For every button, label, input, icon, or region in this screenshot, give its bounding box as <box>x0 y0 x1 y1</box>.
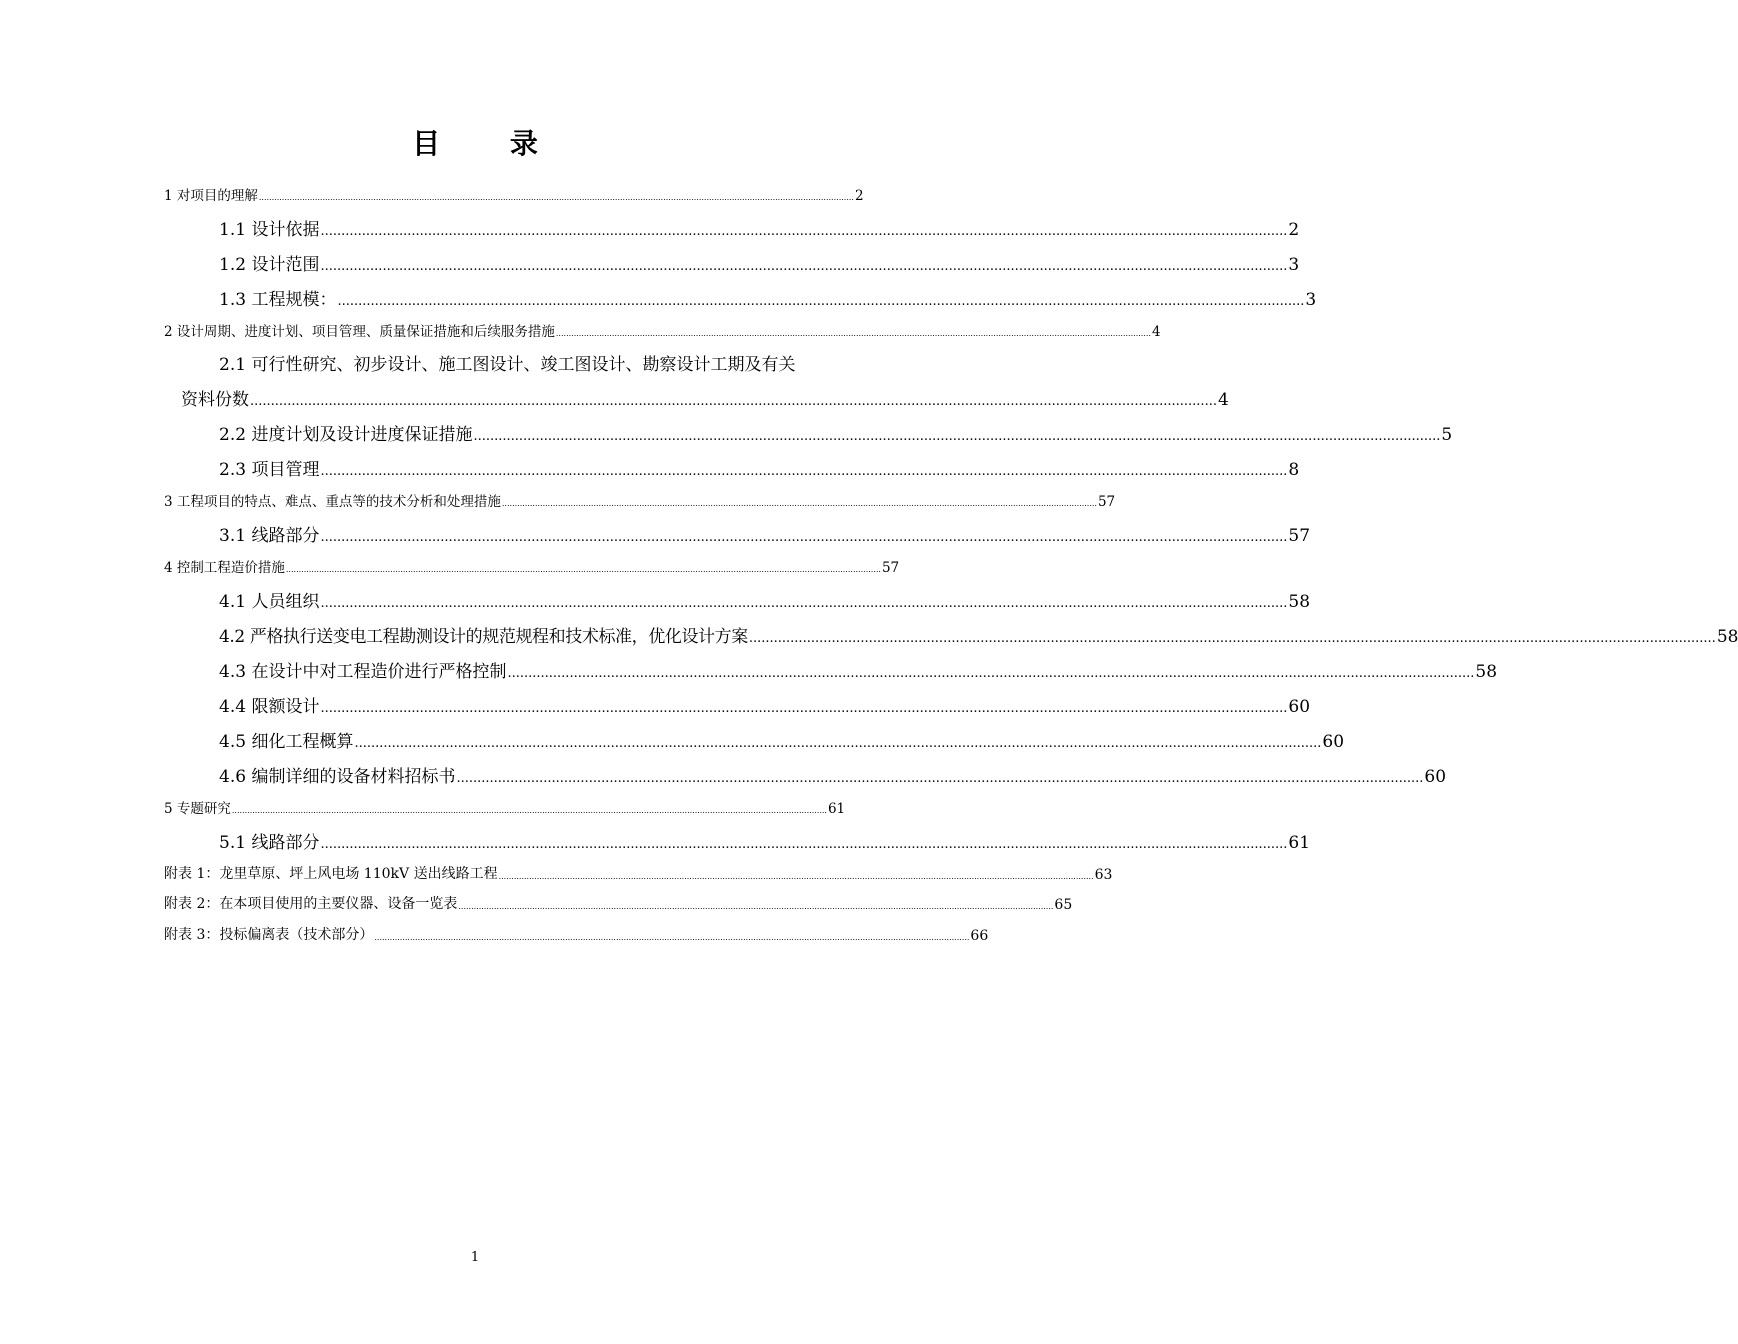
toc-entry-page: 3 <box>1305 290 1317 310</box>
toc-entry-label: 1.1 设计依据 <box>219 220 320 240</box>
toc-entry-label: 4.4 限额设计 <box>219 697 320 717</box>
toc-entry-label: 资料份数 <box>181 390 249 410</box>
toc-leader-dots: .......................................................................................................................................................................................................................................... <box>258 193 854 202</box>
toc-entry-label: 附表 3：投标偏离表（技术部分） <box>164 927 374 943</box>
toc-leader-dots: .......................................................................................................................................................................................................................................... <box>748 631 1716 646</box>
toc-entry-label: 4.3 在设计中对工程造价进行严格控制 <box>219 662 507 682</box>
toc-leader-dots: .......................................................................................................................................................................................................................................... <box>320 224 1288 239</box>
toc-leader-dots: .......................................................................................................................................................................................................................................... <box>231 806 827 815</box>
toc-entry-page: 57 <box>1097 494 1116 510</box>
page-number: 1 <box>470 1250 480 1265</box>
toc-leader-dots: .......................................................................................................................................................................................................................................... <box>374 933 970 942</box>
toc-entry-page: 3 <box>1288 255 1300 275</box>
toc-entry-label: 4.5 细化工程概算 <box>219 732 354 752</box>
page-title: 目 录 <box>412 127 568 160</box>
toc-entry-label: 2.2 进度计划及设计进度保证措施 <box>219 425 473 445</box>
toc-entry-label: 4.1 人员组织 <box>219 592 320 612</box>
toc-entry-1-1[interactable] <box>219 215 1300 240</box>
toc-entry-2[interactable] <box>164 320 1161 340</box>
toc-entry-label: 5 专题研究 <box>164 801 231 817</box>
toc-entry-4-6[interactable] <box>219 762 1447 787</box>
toc-entry-page: 61 <box>827 801 846 817</box>
toc-entry-page: 57 <box>881 560 900 576</box>
toc-entry-page: 2 <box>854 188 864 204</box>
toc-entry-page: 65 <box>1054 897 1073 913</box>
toc-entry-1-2[interactable] <box>219 250 1300 275</box>
toc-entry-label: 1 对项目的理解 <box>164 188 258 204</box>
toc-entry-4[interactable] <box>164 556 900 576</box>
toc-entry-label: 1.2 设计范围 <box>219 255 320 275</box>
toc-leader-dots: .......................................................................................................................................................................................................................................... <box>320 701 1288 716</box>
toc-entry-page: 60 <box>1322 732 1345 752</box>
toc-leader-dots: .......................................................................................................................................................................................................................................... <box>555 329 1151 338</box>
toc-entry-label: 5.1 线路部分 <box>219 833 320 853</box>
toc-entry-page: 58 <box>1288 592 1311 612</box>
toc-entry-label: 4.2 严格执行送变电工程勘测设计的规范规程和技术标准，优化设计方案 <box>219 627 748 647</box>
toc-entry-4-1[interactable] <box>219 587 1311 612</box>
toc-entry-appendix-3[interactable] <box>164 924 989 944</box>
toc-leader-dots: .......................................................................................................................................................................................................................................... <box>501 499 1097 508</box>
toc-entry-3-1[interactable] <box>219 521 1311 546</box>
toc-entry-appendix-1[interactable] <box>164 863 1113 883</box>
toc-entry-1-3[interactable] <box>219 285 1317 310</box>
toc-entry-page: 57 <box>1288 526 1311 546</box>
toc-entry-label: 4.6 编制详细的设备材料招标书 <box>219 767 456 787</box>
toc-entry-page: 8 <box>1288 460 1300 480</box>
toc-entry-page: 2 <box>1288 220 1300 240</box>
toc-entry-label: 1.3 工程规模： <box>219 290 337 310</box>
toc-entry-label: 2.3 项目管理 <box>219 460 320 480</box>
toc-entry-label: 2 设计周期、进度计划、项目管理、质量保证措施和后续服务措施 <box>164 324 555 340</box>
toc-entry-page: 61 <box>1288 833 1311 853</box>
toc-entry-5-1[interactable] <box>219 828 1311 853</box>
toc-leader-dots: .......................................................................................................................................................................................................................................... <box>498 872 1094 881</box>
toc-entry-4-4[interactable] <box>219 692 1311 717</box>
toc-leader-dots: .......................................................................................................................................................................................................................................... <box>320 596 1288 611</box>
toc-leader-dots: .......................................................................................................................................................................................................................................... <box>320 837 1288 852</box>
toc-entry-page: 5 <box>1441 425 1453 445</box>
toc-entry-page: 4 <box>1151 324 1161 340</box>
toc-entry-1[interactable] <box>164 184 864 204</box>
toc-leader-dots: .......................................................................................................................................................................................................................................... <box>507 666 1475 681</box>
toc-leader-dots: .......................................................................................................................................................................................................................................... <box>250 394 1217 409</box>
toc-entry-2-2[interactable] <box>219 420 1453 445</box>
toc-entry-page: 4 <box>1217 390 1229 410</box>
toc-entry-2-1-line1[interactable]: 2.1 可行性研究、初步设计、施工图设计、竣工图设计、勘察设计工期及有关 <box>219 355 796 375</box>
toc-entry-page: 66 <box>970 928 989 944</box>
toc-entry-label: 4 控制工程造价措施 <box>164 560 285 576</box>
toc-leader-dots: .......................................................................................................................................................................................................................................... <box>285 565 881 574</box>
toc-entry-label: 3.1 线路部分 <box>219 526 320 546</box>
toc-leader-dots: .......................................................................................................................................................................................................................................... <box>320 530 1288 545</box>
toc-entry-2-1[interactable] <box>181 385 1229 410</box>
toc-entry-page: 58 <box>1716 627 1738 647</box>
toc-entry-page: 58 <box>1475 662 1498 682</box>
toc-leader-dots: .......................................................................................................................................................................................................................................... <box>458 902 1054 911</box>
toc-entry-4-5[interactable] <box>219 727 1345 752</box>
toc-leader-dots: .......................................................................................................................................................................................................................................... <box>337 294 1305 309</box>
toc-leader-dots: .......................................................................................................................................................................................................................................... <box>320 259 1288 274</box>
toc-entry-2-3[interactable] <box>219 455 1300 480</box>
toc-entry-3[interactable] <box>164 490 1116 510</box>
toc-entry-label: 3 工程项目的特点、难点、重点等的技术分析和处理措施 <box>164 494 501 510</box>
toc-entry-4-2[interactable] <box>219 622 1738 647</box>
toc-entry-page: 63 <box>1094 867 1113 883</box>
toc-entry-page: 60 <box>1288 697 1311 717</box>
toc-leader-dots: .......................................................................................................................................................................................................................................... <box>354 736 1322 751</box>
toc-leader-dots: .......................................................................................................................................................................................................................................... <box>456 771 1424 786</box>
toc-leader-dots: .......................................................................................................................................................................................................................................... <box>473 429 1441 444</box>
toc-entry-5[interactable] <box>164 797 846 817</box>
toc-entry-label: 附表 2：在本项目使用的主要仪器、设备一览表 <box>164 896 458 912</box>
toc-entry-appendix-2[interactable] <box>164 893 1073 913</box>
toc-entry-page: 60 <box>1424 767 1447 787</box>
toc-leader-dots: .......................................................................................................................................................................................................................................... <box>320 464 1288 479</box>
toc-entry-4-3[interactable] <box>219 657 1498 682</box>
toc-entry-label: 附表 1：龙里草原、坪上风电场 110kV 送出线路工程 <box>164 866 498 882</box>
